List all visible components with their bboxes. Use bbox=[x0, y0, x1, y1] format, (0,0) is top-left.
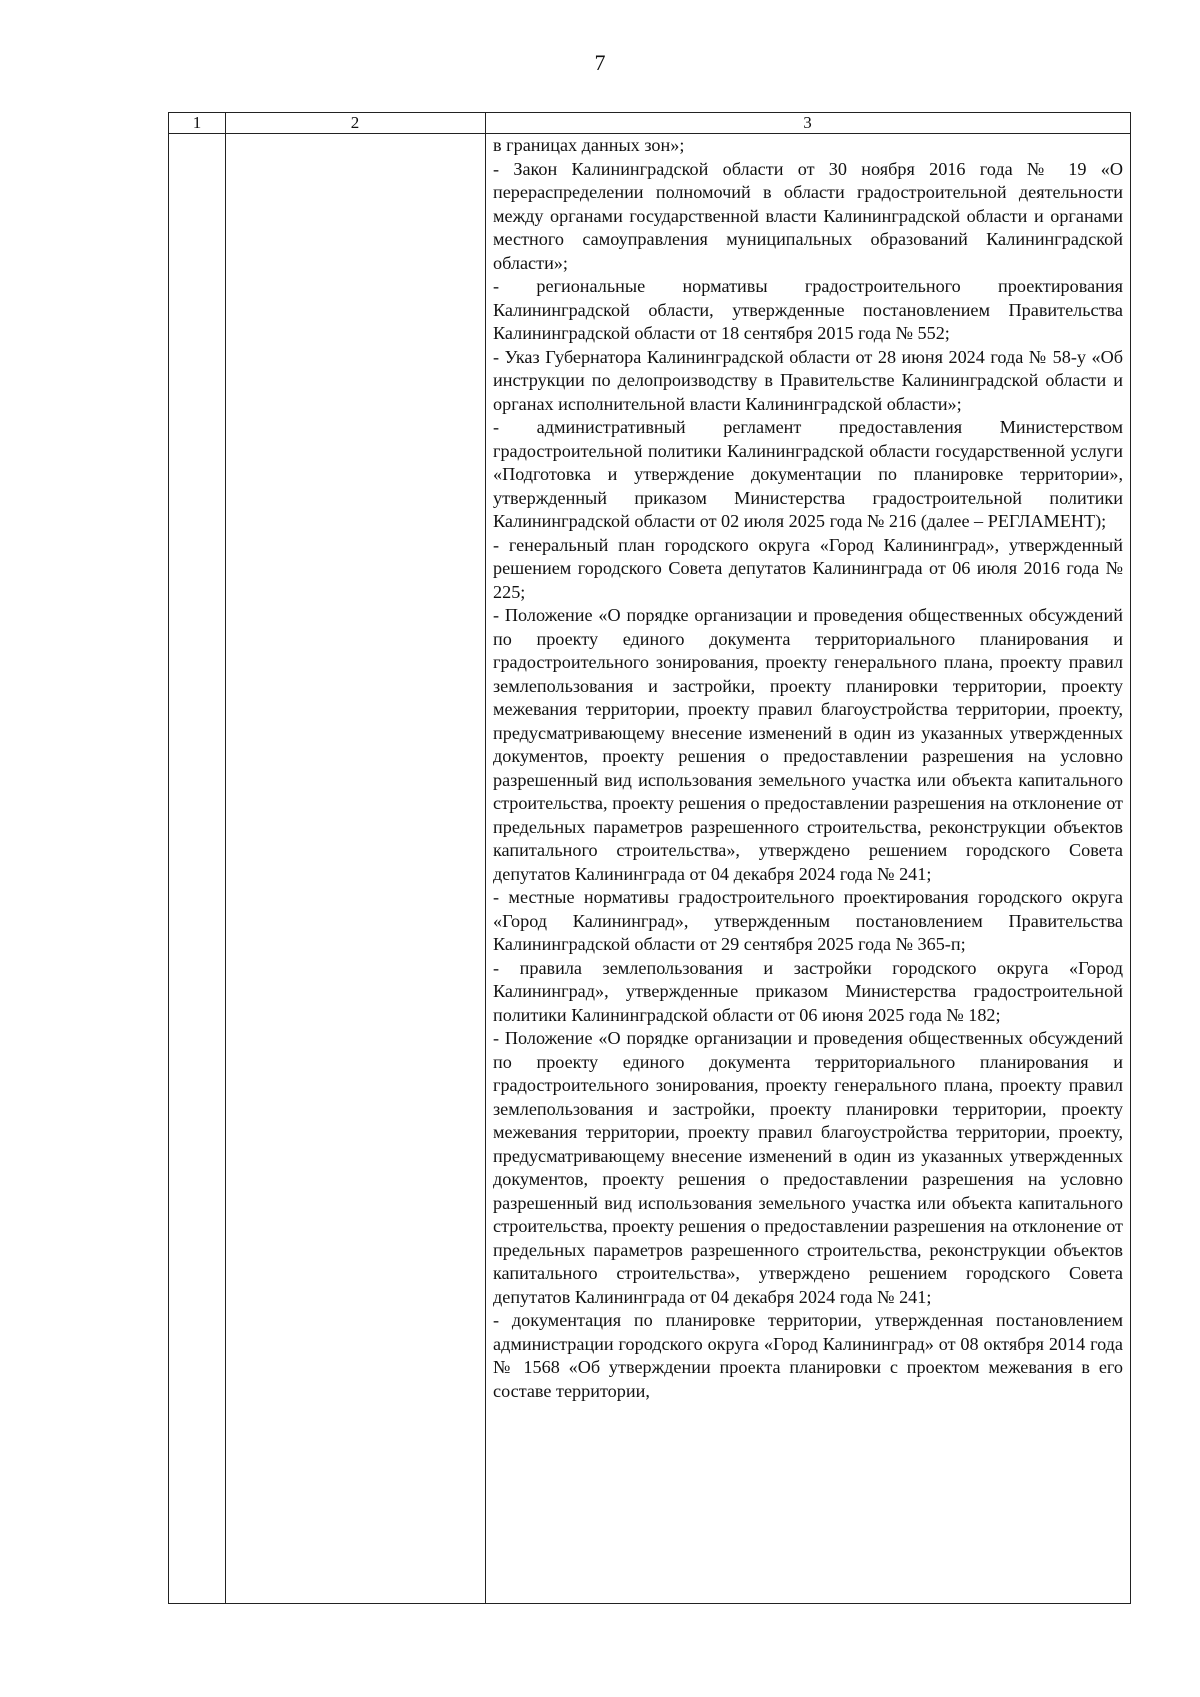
list-item: - Закон Калининградской области от 30 ноября 2016 года № 19 «О перераспределении полномочий в области градостроительной деятельности между органами государственной власти Калининградской области и органами местного самоуправления муниципальных образований Калининградской области»; bbox=[493, 158, 1123, 273]
column-header-3: 3 bbox=[803, 113, 812, 132]
column-header-2: 2 bbox=[350, 113, 360, 132]
list-item: - документация по планировке территории, утвержденная постановлением администрации городского округа «Город Калининград» от 08 октября 2014 года № 1568 «Об утверждении проекта планировки с проектом межевания в его составе территории, bbox=[493, 1310, 1123, 1401]
page-number: 7 bbox=[594, 50, 606, 75]
list-item: - Указ Губернатора Калининградской области от 28 июня 2024 года № 58-у «Об инструкции по делопроизводству в Правительстве Калининградской области и органах исполнительной власти Калининградской области»; bbox=[493, 346, 1123, 414]
column-divider-1 bbox=[225, 113, 226, 1603]
list-item: - региональные нормативы градостроительного проектирования Калининградской области, утвержденные постановлением Правительства Калининградской области от 18 сентября 2015 года № 552; bbox=[493, 276, 1123, 343]
column-3-content bbox=[493, 134, 1123, 1403]
list-item: - административный регламент предоставления Министерством градостроительной политики Калининградской области государственной услуги «Подготовка и утверждение документации по планировке территории», утвержденный приказом Министерства градостроительной политики Калининградской области от 02 июля 2025 года № 216 (далее – РЕГЛАМЕНТ); bbox=[493, 417, 1123, 531]
table-header-row bbox=[169, 113, 1130, 134]
list-item: - Положение «О порядке организации и проведения общественных обсуждений по проекту единого документа территориального планирования и градостроительного зонирования, проекту генерального плана, проекту правил землепользования и застройки, проекту планировки территории, проекту межевания территории, проекту правил благоустройства территории, проекту, предусматривающему внесение изменений в один из указанных утвержденных документов, проекту решения о предоставлении разрешения на условно разрешенный вид использования земельного участка или объекта капитального строительства, проекту решения о предоставлении разрешения на отклонение от предельных параметров разрешенного строительства, реконструкции объектов капитального строительства», утверждено решением городского Совета депутатов Калининграда от 04 декабря 2024 года № 241; bbox=[493, 605, 1123, 884]
list-item: - местные нормативы градостроительного проектирования городского округа «Город Калининград», утвержденным постановлением Правительства Калининградской области от 29 сентября 2025 года № 365-п; bbox=[493, 887, 1123, 954]
list-item: - Положение «О порядке организации и проведения общественных обсуждений по проекту единого документа территориального планирования и градостроительного зонирования, проекту генерального плана, проекту правил землепользования и застройки, проекту планировки территории, проекту межевания территории, проекту правил благоустройства территории, проекту, предусматривающему внесение изменений в один из указанных утвержденных документов, проекту решения о предоставлении разрешения на условно разрешенный вид использования земельного участка или объекта капитального строительства, проекту решения о предоставлении разрешения на отклонение от предельных параметров разрешенного строительства, реконструкции объектов капитального строительства», утверждено решением городского Совета депутатов Калининграда от 04 декабря 2024 года № 241; bbox=[493, 1028, 1123, 1307]
document-table bbox=[168, 112, 1131, 1604]
list-item: в границах данных зон»; bbox=[493, 135, 685, 155]
list-item: - правила землепользования и застройки городского округа «Город Калининград», утвержденные приказом Министерства градостроительной политики Калининградской области от 06 июня 2025 года № 182; bbox=[493, 957, 1123, 1025]
list-item: - генеральный план городского округа «Город Калининград», утвержденный решением городского Совета депутатов Калининграда от 06 июля 2016 года № 225; bbox=[493, 534, 1123, 602]
column-divider-2 bbox=[485, 113, 486, 1603]
column-header-1: 1 bbox=[192, 113, 202, 132]
